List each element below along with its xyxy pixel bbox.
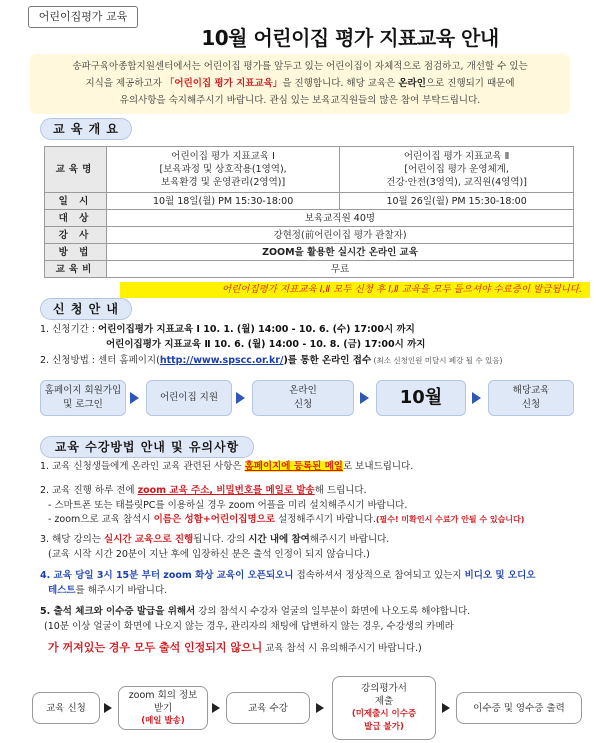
- table-row: [45, 244, 574, 261]
- lecturer-value: 강현정(前어린이집 평가 관찰자): [107, 227, 574, 244]
- process-text: 교육 수강: [248, 702, 288, 714]
- target-head: 대 상: [45, 210, 107, 227]
- intro-line-2: [30, 75, 570, 92]
- flow-step-course: [488, 380, 574, 416]
- process-sub: (메일 발송): [141, 715, 185, 726]
- howto-text: 해주시기 바랍니다.: [309, 534, 390, 545]
- flow-step-support: 어린이집 지원: [146, 380, 232, 416]
- howto-text: 1. 교육 신청생들에게 온라인 교육 관련된 사항은: [40, 461, 245, 472]
- intro-line-1: 송파구육아종합지원센터에서는 어린이집 평가를 앞두고 있는 어린이집이 자체적으로 점검하고, 개선할 수 있는: [72, 61, 528, 72]
- arrow-right-icon: [316, 703, 324, 713]
- howto-attendance: 5. 출석 체크와 이수증 발급을 위해서: [40, 606, 196, 617]
- howto-av-test: 비디오 및 오디오: [464, 570, 536, 581]
- howto-item-2: [40, 484, 367, 498]
- apply-period: [40, 323, 415, 337]
- flow-text: 신청: [521, 399, 541, 410]
- process-text: 교육 신청: [46, 702, 86, 714]
- method-head: 방 법: [45, 244, 107, 261]
- howto-text: 로 보내드립니다.: [342, 461, 414, 472]
- fee-head: 교육비: [45, 261, 107, 278]
- howto-item-3-sub: (교육 시작 시간 20분이 지난 후에 입장하신 분은 출석 인정이 되지 않습니다.): [48, 549, 370, 560]
- method-value: ZOOM을 활용한 실시간 온라인 교육: [107, 244, 574, 261]
- howto-name-format: 이름은 성함+어린이집명으로: [153, 514, 276, 525]
- process-sub: (미제출시 이수증: [351, 709, 417, 719]
- process-sub: 발급 불가): [364, 722, 404, 732]
- date-1: 10월 18일(월) PM 15:30-18:00: [107, 193, 340, 210]
- howto-item-5-warning-1: (10분 이상 얼굴이 화면에 나오지 않는 경우, 관리자의 채팅에 답변하지 않는 경우, 수강생의 카메라: [44, 621, 454, 632]
- process-zoom-info: [118, 686, 208, 730]
- arrow-right-icon: [236, 392, 245, 404]
- howto-email-highlight: 홈페이지에 등록된 메일: [244, 461, 343, 472]
- intro-course-name: 「어린이집 평가 지표교육」: [164, 78, 283, 89]
- homepage-link[interactable]: http://www.spscc.or.kr/: [159, 355, 284, 366]
- process-apply: [32, 692, 100, 724]
- howto-item-2-sub-2: [48, 513, 524, 527]
- method-note: (최소 신청인원 미달시 폐강 될 수 있음): [371, 356, 503, 365]
- howto-text: 를 해주시기 바랍니다.: [75, 585, 168, 596]
- method-text: )를 통한 온라인 접수: [283, 355, 372, 366]
- lecturer-head: 강 사: [45, 227, 107, 244]
- period-2: 어린이집평가 지표교육 Ⅱ 10. 6. (월) 14:00 - 10. 8. (금) 17:00시 까지: [106, 339, 426, 350]
- intro-box: [30, 54, 570, 114]
- arrow-right-icon: [104, 703, 112, 713]
- apply-method: [40, 354, 502, 368]
- arrow-right-icon: [360, 392, 369, 404]
- flow-text: 및 로그인: [63, 399, 103, 410]
- course-2-title: 어린이집 평가 지표교육 Ⅱ: [403, 151, 510, 162]
- flow-text: 신청: [293, 399, 313, 410]
- flow-step-month: 10월: [376, 380, 466, 416]
- intro-text: 을 진행합니다. 해당 교육은: [282, 78, 399, 89]
- flow-step-signup: [40, 380, 126, 416]
- howto-text: 접속하셔서 정상적으로 참여되고 있는지: [293, 570, 465, 581]
- howto-item-5-warning-2: [48, 639, 422, 657]
- process-certificate: [456, 692, 582, 724]
- intro-text: 으로 진행되기 때문에: [425, 78, 515, 89]
- howto-item-4: [40, 569, 535, 583]
- process-text: 제출: [374, 696, 394, 707]
- arrow-right-icon: [212, 703, 220, 713]
- howto-item-5: [40, 605, 470, 619]
- apply-section-title: 신 청 안 내: [40, 298, 132, 320]
- howto-item-2-sub-1: - 스마트폰 또는 태블릿PC를 이용하실 경우 zoom 어플을 미리 설치해주시기 바랍니다.: [48, 500, 408, 511]
- howto-text: 교육 참석 시 유의해주시기 바랍니다.): [262, 643, 422, 654]
- arrow-right-icon: [442, 703, 450, 713]
- intro-text: 지식을 제공하고자: [85, 78, 165, 89]
- process-text: zoom 회의 정보: [128, 689, 198, 701]
- howto-required-note: (필수! 미확인시 수료가 안될 수 있습니다): [375, 515, 525, 524]
- process-evaluation: [332, 676, 436, 740]
- period-1: 어린이집평가 지표교육 Ⅰ 10. 1. (월) 14:00 - 10. 6. (수) 17:00시 까지: [98, 324, 415, 335]
- process-text: 강의평가서: [361, 683, 407, 694]
- howto-text: 해 드립니다.: [314, 485, 367, 496]
- overview-table: [44, 146, 574, 278]
- table-row: [45, 227, 574, 244]
- flow-step-online: [252, 380, 354, 416]
- course-2-area: [어린이집 평가 운영체계,: [404, 164, 509, 175]
- table-row: [45, 147, 574, 193]
- howto-test: 테스트: [48, 585, 76, 596]
- howto-text: 됩니다. 강의: [193, 534, 249, 545]
- howto-item-3: [40, 533, 389, 547]
- table-row: [45, 261, 574, 278]
- howto-zoom-info: zoom 교육 주소, 비밀번호를 메일로 발송: [137, 485, 315, 496]
- howto-text: 설정해주시기 바랍니다.: [275, 514, 376, 525]
- howto-open-time: 4. 교육 당일 3시 15분 부터 zoom 화상 교육이 오픈되오니: [40, 570, 294, 581]
- category-tag: 어린이집평가 교육: [28, 6, 138, 28]
- table-row: [45, 210, 574, 227]
- arrow-right-icon: [130, 392, 139, 404]
- course-head: 교육명: [45, 147, 107, 193]
- howto-item-1: [40, 460, 413, 474]
- target-value: 보육교직원 40명: [107, 210, 574, 227]
- page-title: 10월 어린이집 평가 지표교육 안내: [201, 26, 499, 50]
- course-2-area: 건강·안전(3영역), 교직원(4영역)]: [386, 177, 527, 188]
- period-label: 1. 신청기간 :: [40, 324, 99, 335]
- date-head: 일 시: [45, 193, 107, 210]
- howto-text: - zoom으로 교육 참석시: [48, 514, 154, 525]
- table-row: [45, 193, 574, 210]
- process-text: 받기: [153, 702, 173, 714]
- course-1-area: 보육환경 및 운영관리(2영역)]: [161, 177, 286, 188]
- howto-text: 3. 해당 강의는: [40, 534, 105, 545]
- howto-warning: 가 꺼져있는 경우 모두 출석 인정되지 않으니: [48, 641, 263, 654]
- fee-value: 무료: [107, 261, 574, 278]
- howto-text: 강의 참석시 수강자 얼굴의 일부분이 화면에 나오도록 해야합니다.: [195, 606, 471, 617]
- process-attend: [226, 692, 310, 724]
- course-1-title: 어린이집 평가 지표교육 Ⅰ: [171, 151, 275, 162]
- method-label: 2. 신청방법 : 센터 홈페이지(: [40, 355, 160, 366]
- apply-period-2: [106, 338, 426, 352]
- intro-line-3: 유의사항을 숙지해주시기 바랍니다. 관심 있는 보육교직원들의 많은 참여 부탁드립니다.: [119, 95, 481, 106]
- howto-section-title: 교육 수강방법 안내 및 유의사항: [40, 436, 254, 458]
- course-1-area: [보육과정 및 상호작용(1영역),: [159, 164, 287, 175]
- course-1-cell: [107, 147, 340, 193]
- arrow-right-icon: [472, 392, 481, 404]
- howto-item-4-line-2: [48, 584, 167, 598]
- flow-text: 온라인: [289, 385, 317, 396]
- howto-live: 실시간 교육으로 진행: [104, 534, 194, 545]
- course-2-cell: [340, 147, 574, 193]
- date-2: 10월 26일(월) PM 15:30-18:00: [340, 193, 574, 210]
- howto-on-time: 시간 내에 참여: [248, 534, 310, 545]
- intro-online: 온라인: [398, 78, 426, 89]
- completion-notice: 어린이집평가 지표교육 Ⅰ,Ⅱ 모두 신청 후 Ⅰ,Ⅱ 교육을 모두 들으셔야 수료증이 발급됩니다.: [120, 282, 590, 298]
- flow-text: 홈페이지 회원가입: [44, 385, 122, 396]
- process-text: 이수증 및 영수증 출력: [473, 702, 565, 714]
- howto-text: 2. 교육 진행 하루 전에: [40, 485, 138, 496]
- overview-section-title: 교 육 개 요: [40, 118, 132, 140]
- flow-text: 해당교육: [512, 385, 550, 396]
